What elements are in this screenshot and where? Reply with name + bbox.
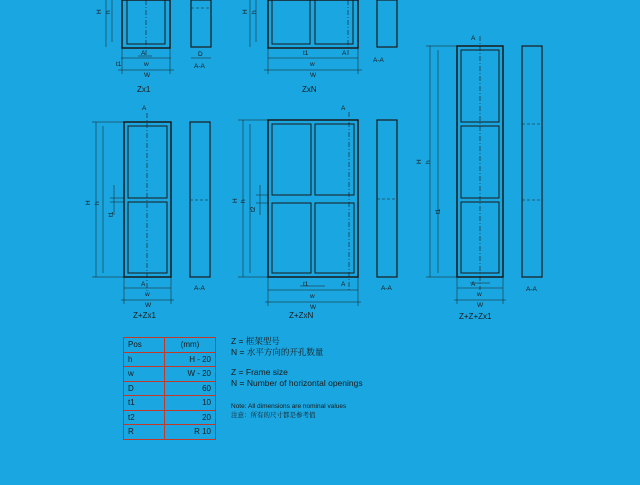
zzxn-label-t2: t2 bbox=[250, 206, 257, 212]
zxn-section-label: A-A bbox=[373, 57, 384, 64]
table-row bbox=[124, 352, 216, 367]
zx1-label-W: W bbox=[144, 72, 151, 79]
table-key: D bbox=[124, 381, 165, 396]
zx1-label-A: A bbox=[141, 50, 146, 57]
table-key: R bbox=[124, 425, 165, 440]
zxn-label-t1: t1 bbox=[303, 50, 309, 57]
table-key: t2 bbox=[124, 410, 165, 425]
zzzx1-section-view bbox=[522, 46, 542, 277]
zzzx1-label-H: H bbox=[416, 159, 423, 164]
zzx1-opening-2 bbox=[128, 202, 167, 273]
table-value: H - 20 bbox=[165, 352, 216, 367]
table-row bbox=[124, 367, 216, 382]
zzzx1-label-W: W bbox=[477, 302, 484, 309]
zzzx1-label-A-bottom: A bbox=[471, 281, 476, 288]
table-value: 20 bbox=[165, 410, 216, 425]
zzx1-label-w: w bbox=[145, 291, 150, 298]
legend-z-en: Z = Frame size bbox=[231, 367, 288, 377]
table-row bbox=[124, 396, 216, 411]
zzxn-label-w: w bbox=[310, 293, 315, 300]
legend-z-cn: Z = 框架型号 bbox=[231, 336, 280, 346]
zxn-caption: ZxN bbox=[302, 85, 317, 94]
zzzx1-section-label: A-A bbox=[526, 286, 537, 293]
zzzx1-label-t1: t1 bbox=[435, 208, 442, 214]
diagram-zzxn bbox=[238, 112, 397, 306]
zx1-section-label: A-A bbox=[194, 63, 205, 70]
zx1-label-w: w bbox=[144, 61, 149, 68]
note-en: Note: All dimensions are nominal values bbox=[231, 403, 347, 410]
zzx1-section-label: A-A bbox=[194, 285, 205, 292]
zzxn-label-t1: t1 bbox=[303, 281, 309, 288]
zx1-label-D: D bbox=[198, 51, 203, 58]
zzxn-opening-2 bbox=[315, 124, 354, 195]
zzx1-opening-1 bbox=[128, 126, 167, 198]
zx1-caption: Zx1 bbox=[137, 85, 151, 94]
zzxn-section-view bbox=[377, 120, 397, 277]
table-value: 10 bbox=[165, 396, 216, 411]
zxn-section-view bbox=[377, 0, 397, 47]
table-key: w bbox=[124, 367, 165, 382]
table-row bbox=[124, 381, 216, 396]
zzx1-caption: Z+Zx1 bbox=[133, 311, 156, 320]
dimension-table bbox=[123, 337, 216, 440]
zxn-label-H: H bbox=[242, 9, 249, 14]
zzzx1-caption: Z+Z+Zx1 bbox=[459, 312, 492, 321]
table-value: R 10 bbox=[165, 425, 216, 440]
note-cn: 注意：所有的尺寸都是参考值 bbox=[231, 412, 316, 419]
zxn-outer-frame bbox=[268, 0, 358, 48]
zzxn-opening-4 bbox=[315, 203, 354, 273]
zzxn-label-h: h bbox=[240, 199, 247, 203]
zzzx1-label-h: h bbox=[425, 160, 432, 164]
zzxn-opening-1 bbox=[272, 124, 311, 195]
table-row bbox=[124, 425, 216, 440]
zzx1-outer-frame bbox=[124, 122, 171, 277]
zzxn-outer-frame bbox=[268, 120, 358, 277]
zzxn-label-W: W bbox=[310, 304, 317, 311]
diagram-zzzx1 bbox=[426, 36, 542, 304]
table-value: W - 20 bbox=[165, 367, 216, 382]
zx1-label-t1: t1 bbox=[116, 61, 122, 68]
zzzx1-label-A: A bbox=[471, 35, 476, 42]
table-key: Pos bbox=[124, 338, 165, 353]
zzzx1-label-w: w bbox=[477, 291, 482, 298]
legend-n-cn: N = 水平方向的开孔数量 bbox=[231, 346, 324, 357]
zzxn-caption: Z+ZxN bbox=[289, 311, 314, 320]
zzxn-section-label: A-A bbox=[381, 285, 392, 292]
table-value: 60 bbox=[165, 381, 216, 396]
diagram-zzx1 bbox=[92, 113, 210, 304]
table-key: t1 bbox=[124, 396, 165, 411]
dimension-note bbox=[231, 402, 346, 420]
zxn-opening-2 bbox=[315, 0, 353, 44]
table-row bbox=[124, 410, 216, 425]
zx1-label-H: H bbox=[96, 9, 103, 14]
zzx1-label-W: W bbox=[145, 302, 152, 309]
table-row bbox=[124, 338, 216, 353]
zxn-label-w: w bbox=[310, 61, 315, 68]
zzxn-label-A-bottom: A bbox=[341, 281, 346, 288]
zzx1-label-A: A bbox=[142, 105, 147, 112]
zxn-label-h: h bbox=[251, 10, 258, 14]
zxn-label-W: W bbox=[310, 72, 317, 79]
table-value: (mm) bbox=[165, 338, 216, 353]
zzx1-label-H: H bbox=[85, 200, 92, 205]
zzx1-section-view bbox=[190, 122, 210, 277]
legend bbox=[231, 336, 363, 388]
table-key: h bbox=[124, 352, 165, 367]
zzx1-label-A-bottom: A bbox=[141, 281, 146, 288]
zxn-label-A: A bbox=[342, 50, 347, 57]
legend-n-en: N = Number of horizontal openings bbox=[231, 377, 363, 388]
zzxn-label-H: H bbox=[232, 198, 239, 203]
zzxn-label-A: A bbox=[341, 105, 346, 112]
zzx1-label-h: h bbox=[94, 201, 101, 205]
zx1-label-h: h bbox=[105, 10, 112, 14]
zxn-opening-1 bbox=[272, 0, 310, 44]
zzxn-opening-3 bbox=[272, 203, 311, 273]
zzx1-label-t1: t1 bbox=[108, 211, 115, 217]
zx1-section-view bbox=[191, 0, 211, 47]
